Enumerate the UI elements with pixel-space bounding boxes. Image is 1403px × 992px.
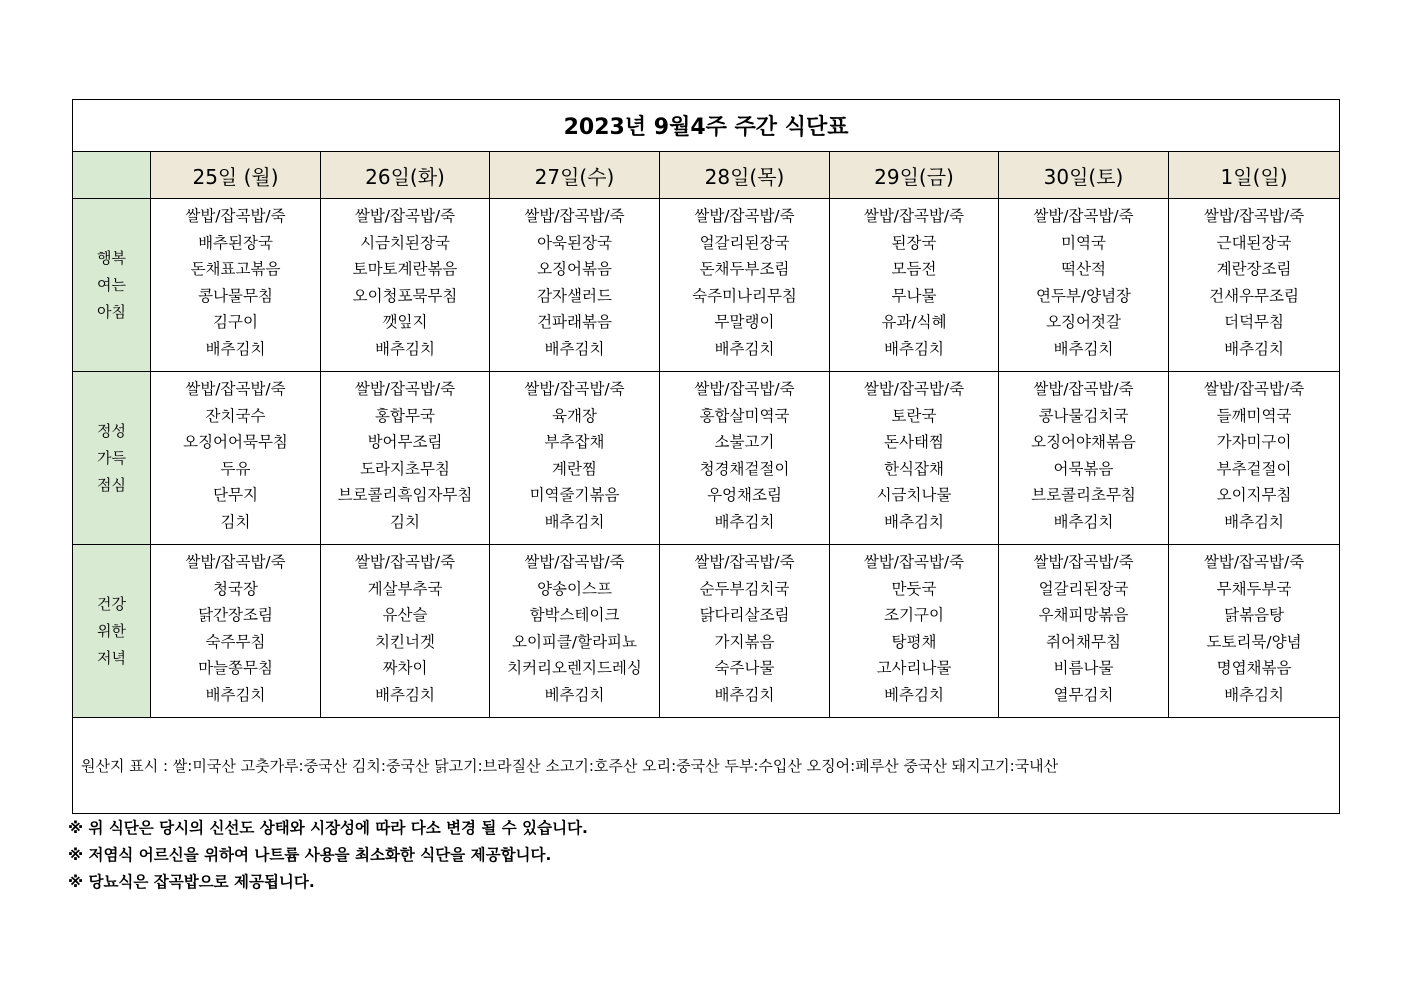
- menu-item: 게살부추국: [367, 579, 443, 598]
- meal-label: [73, 199, 151, 372]
- menu-cell: [1169, 372, 1340, 545]
- menu-cell: [999, 372, 1169, 545]
- menu-item: 조기구이: [884, 606, 944, 625]
- menu-item: 돈채표고볶음: [190, 260, 281, 279]
- menu-cell: [830, 199, 999, 372]
- menu-item: 배추김치: [1224, 512, 1284, 531]
- menu-cell: [1169, 199, 1340, 372]
- menu-cell: [999, 199, 1169, 372]
- weekly-menu-table: [72, 99, 1340, 814]
- menu-item: 배추김치: [714, 339, 775, 358]
- day-header: 28일(목): [660, 152, 830, 199]
- menu-cell: [1169, 545, 1340, 718]
- day-header-row: [73, 152, 1340, 199]
- footnote: ※ 저염식 어르신을 위하여 나트륨 사용을 최소화한 식단을 제공합니다.: [68, 846, 552, 864]
- menu-item: 배추김치: [1224, 339, 1284, 358]
- menu-item: 쌀밥/잡곡밥/죽: [694, 380, 795, 398]
- menu-item: 한식잡채: [884, 459, 944, 478]
- menu-cell: [321, 199, 490, 372]
- menu-item: 배추김치: [714, 685, 775, 704]
- menu-list: [999, 545, 1168, 709]
- footnote: ※ 당뇨식은 잡곡밥으로 제공됩니다.: [68, 873, 315, 891]
- menu-item: 쥐어채무침: [1046, 632, 1121, 651]
- table-title: 2023년 9월4주 주간 식단표: [73, 100, 1340, 152]
- menu-item: 얼갈리된장국: [699, 233, 790, 252]
- menu-item: 순두부김치국: [699, 579, 790, 598]
- menu-item: 들깨미역국: [1216, 406, 1292, 425]
- meal-label-line: 저녁: [97, 648, 126, 667]
- menu-item: 배추김치: [375, 685, 435, 704]
- menu-item: 콩나물김치국: [1038, 406, 1129, 425]
- menu-item: 배추김치: [544, 339, 605, 358]
- menu-item: 콩나물무침: [198, 286, 273, 305]
- menu-item: 소불고기: [714, 433, 775, 452]
- menu-item: 배추김치: [205, 685, 266, 704]
- menu-item: 미역줄기볶음: [529, 486, 620, 505]
- meal-label-line: 점심: [97, 475, 126, 494]
- menu-item: 방어무조림: [367, 433, 443, 452]
- menu-item: 떡산적: [1061, 260, 1106, 279]
- menu-item: 토마토계란볶음: [352, 260, 458, 279]
- menu-item: 토란국: [891, 406, 937, 425]
- meal-label-line: 여는: [97, 275, 126, 294]
- footnote: ※ 위 식단은 당시의 신선도 상태와 시장성에 따라 다소 변경 될 수 있습니다.: [68, 819, 588, 837]
- menu-item: 우엉채조림: [707, 486, 782, 505]
- menu-list: [490, 372, 659, 536]
- menu-item: 쌀밥/잡곡밥/죽: [185, 207, 286, 225]
- menu-item: 배추된장국: [198, 233, 273, 252]
- menu-item: 감자샐러드: [537, 286, 612, 305]
- menu-cell: [660, 199, 830, 372]
- menu-cell: [830, 372, 999, 545]
- menu-cell: [151, 372, 321, 545]
- menu-item: 어묵볶음: [1053, 459, 1114, 478]
- menu-item: 깻잎지: [382, 313, 428, 332]
- menu-item: 브로콜리흑임자무침: [337, 486, 473, 505]
- menu-item: 잔치국수: [205, 406, 266, 425]
- menu-item: 만둣국: [891, 579, 937, 598]
- menu-item: 쌀밥/잡곡밥/죽: [1203, 207, 1305, 225]
- menu-item: 쌀밥/잡곡밥/죽: [524, 553, 625, 571]
- menu-item: 오징어야채볶음: [1031, 433, 1136, 452]
- menu-item: 오징어볶음: [537, 260, 612, 279]
- day-header: 1일(일): [1169, 152, 1340, 199]
- menu-item: 돈채두부조림: [699, 260, 790, 279]
- menu-item: 가자미구이: [1216, 433, 1292, 452]
- menu-item: 브로콜리초무침: [1031, 486, 1136, 505]
- menu-item: 시금치된장국: [360, 233, 450, 252]
- menu-cell: [321, 545, 490, 718]
- menu-list: [999, 199, 1168, 363]
- menu-item: 얼갈리된장국: [1038, 579, 1129, 598]
- menu-item: 육개장: [552, 406, 597, 425]
- menu-list: [151, 545, 320, 709]
- day-header: 27일(수): [490, 152, 660, 199]
- meal-label: [73, 372, 151, 545]
- menu-list: [830, 199, 998, 363]
- menu-item: 유산슬: [382, 606, 428, 625]
- menu-cell: [490, 199, 660, 372]
- menu-item: 청국장: [213, 579, 258, 598]
- menu-item: 건새우무조림: [1209, 286, 1299, 305]
- menu-item: 쌀밥/잡곡밥/죽: [1033, 207, 1134, 225]
- corner-cell: [73, 152, 151, 199]
- menu-item: 짜차이: [382, 659, 428, 678]
- menu-item: 쌀밥/잡곡밥/죽: [863, 380, 965, 398]
- menu-item: 더덕무침: [1224, 313, 1284, 332]
- footnotes: [68, 815, 588, 896]
- menu-list: [151, 372, 320, 536]
- menu-item: 근대된장국: [1216, 233, 1292, 252]
- menu-item: 도라지초무침: [360, 459, 450, 478]
- menu-item: 건파래볶음: [537, 313, 612, 332]
- menu-item: 양송이스프: [537, 579, 612, 598]
- menu-item: 열무김치: [1053, 685, 1114, 704]
- menu-cell: [151, 199, 321, 372]
- menu-list: [830, 372, 998, 536]
- menu-item: 김치: [390, 512, 420, 531]
- menu-item: 배추김치: [884, 339, 944, 358]
- menu-item: 치커리오렌지드레싱: [507, 659, 642, 678]
- menu-list: [660, 372, 829, 536]
- menu-cell: [660, 372, 830, 545]
- menu-item: 탕평채: [891, 632, 937, 651]
- menu-item: 오징어어묵무침: [183, 433, 288, 452]
- menu-item: 홍합살미역국: [699, 406, 790, 425]
- menu-item: 쌀밥/잡곡밥/죽: [524, 207, 625, 225]
- menu-cell: [490, 545, 660, 718]
- menu-item: 숙주나물: [714, 659, 775, 678]
- menu-item: 닭다리살조림: [699, 606, 790, 625]
- menu-item: 쌀밥/잡곡밥/죽: [863, 207, 965, 225]
- menu-item: 숙주무침: [205, 632, 266, 651]
- menu-item: 베추김치: [884, 685, 944, 704]
- menu-item: 배추김치: [1224, 685, 1284, 704]
- menu-list: [321, 372, 489, 536]
- menu-item: 도토리묵/양념: [1206, 632, 1302, 651]
- day-header: 30일(토): [999, 152, 1169, 199]
- menu-item: 배추김치: [884, 512, 944, 531]
- menu-item: 홍합무국: [375, 406, 435, 425]
- menu-item: 쌀밥/잡곡밥/죽: [694, 207, 795, 225]
- menu-list: [490, 545, 659, 709]
- menu-item: 쌀밥/잡곡밥/죽: [863, 553, 965, 571]
- menu-cell: [151, 545, 321, 718]
- menu-item: 숙주미나리무침: [692, 286, 797, 305]
- meal-label-line: 위한: [97, 621, 126, 640]
- menu-item: 오이청포묵무침: [352, 286, 458, 305]
- menu-item: 고사리나물: [876, 659, 952, 678]
- menu-item: 쌀밥/잡곡밥/죽: [1033, 553, 1134, 571]
- menu-item: 무나물: [891, 286, 937, 305]
- menu-list: [1169, 199, 1339, 363]
- menu-list: [321, 545, 489, 709]
- menu-item: 마늘쫑무침: [198, 659, 273, 678]
- meal-row-dinner: [73, 545, 1340, 718]
- menu-item: 부추겉절이: [1216, 459, 1292, 478]
- menu-item: 오이지무침: [1216, 486, 1292, 505]
- menu-item: 유과/식혜: [881, 313, 947, 332]
- meal-label-line: 아침: [97, 302, 126, 321]
- menu-item: 쌀밥/잡곡밥/죽: [185, 380, 286, 398]
- menu-item: 비름나물: [1053, 659, 1114, 678]
- menu-item: 치킨너겟: [375, 632, 435, 651]
- menu-list: [151, 199, 320, 363]
- menu-item: 아욱된장국: [537, 233, 612, 252]
- menu-item: 부추잡채: [544, 433, 605, 452]
- menu-item: 배추김치: [544, 512, 605, 531]
- menu-item: 명엽채볶음: [1216, 659, 1292, 678]
- menu-cell: [490, 372, 660, 545]
- menu-list: [830, 545, 998, 709]
- menu-item: 청경채겉절이: [699, 459, 790, 478]
- menu-item: 가지볶음: [714, 632, 775, 651]
- menu-list: [999, 372, 1168, 536]
- menu-item: 쌀밥/잡곡밥/죽: [185, 553, 286, 571]
- menu-item: 쌀밥/잡곡밥/죽: [1033, 380, 1134, 398]
- menu-item: 배추김치: [1053, 339, 1114, 358]
- menu-item: 오이피클/할라피뇨: [511, 632, 637, 651]
- menu-list: [490, 199, 659, 363]
- menu-item: 연두부/양념장: [1035, 286, 1132, 305]
- menu-item: 돈사태찜: [884, 433, 944, 452]
- menu-cell: [830, 545, 999, 718]
- meal-label: [73, 545, 151, 718]
- menu-item: 배추김치: [205, 339, 266, 358]
- menu-list: [660, 545, 829, 709]
- menu-item: 쌀밥/잡곡밥/죽: [1203, 380, 1305, 398]
- menu-item: 시금치나물: [876, 486, 952, 505]
- menu-item: 함박스테이크: [529, 606, 620, 625]
- menu-item: 쌀밥/잡곡밥/죽: [524, 380, 625, 398]
- menu-list: [1169, 372, 1339, 536]
- menu-cell: [999, 545, 1169, 718]
- menu-item: 닭볶음탕: [1224, 606, 1284, 625]
- meal-label-line: 행복: [97, 248, 126, 267]
- menu-item: 배추김치: [714, 512, 775, 531]
- menu-item: 닭간장조림: [198, 606, 273, 625]
- menu-item: 쌀밥/잡곡밥/죽: [354, 380, 456, 398]
- meal-row-breakfast: [73, 199, 1340, 372]
- meal-row-lunch: [73, 372, 1340, 545]
- menu-cell: [660, 545, 830, 718]
- menu-item: 계란찜: [552, 459, 597, 478]
- menu-item: 쌀밥/잡곡밥/죽: [354, 553, 456, 571]
- menu-item: 오징어젓갈: [1046, 313, 1121, 332]
- day-header: 26일(화): [321, 152, 490, 199]
- meal-label-line: 가득: [97, 448, 126, 467]
- day-header: 29일(금): [830, 152, 999, 199]
- menu-item: 우채피망볶음: [1038, 606, 1129, 625]
- menu-list: [660, 199, 829, 363]
- menu-item: 쌀밥/잡곡밥/죽: [694, 553, 795, 571]
- menu-item: 된장국: [891, 233, 937, 252]
- meal-label-line: 건강: [97, 594, 126, 613]
- menu-list: [1169, 545, 1339, 709]
- menu-item: 계란장조림: [1216, 260, 1292, 279]
- meal-label-line: 정성: [97, 421, 126, 440]
- menu-item: 김구이: [213, 313, 258, 332]
- origin-notice: 원산지 표시 : 쌀:미국산 고춧가루:중국산 김치:중국산 닭고기:브라질산 소고기:호주산 오리:중국산 두부:수입산 오징어:페루산 중국산 돼지고기:국내산: [73, 718, 1340, 814]
- menu-item: 두유: [220, 459, 251, 478]
- menu-item: 베추김치: [544, 685, 605, 704]
- meal-rows: [73, 199, 1340, 718]
- menu-item: 김치: [220, 512, 251, 531]
- menu-cell: [321, 372, 490, 545]
- menu-item: 배추김치: [375, 339, 435, 358]
- menu-item: 무말랭이: [714, 313, 775, 332]
- menu-item: 배추김치: [1053, 512, 1114, 531]
- menu-item: 모듬전: [891, 260, 937, 279]
- day-header: 25일 (월): [151, 152, 321, 199]
- menu-list: [321, 199, 489, 363]
- menu-item: 무채두부국: [1216, 579, 1292, 598]
- menu-item: 미역국: [1061, 233, 1106, 252]
- menu-item: 쌀밥/잡곡밥/죽: [1203, 553, 1305, 571]
- menu-item: 쌀밥/잡곡밥/죽: [354, 207, 456, 225]
- menu-item: 단무지: [213, 486, 258, 505]
